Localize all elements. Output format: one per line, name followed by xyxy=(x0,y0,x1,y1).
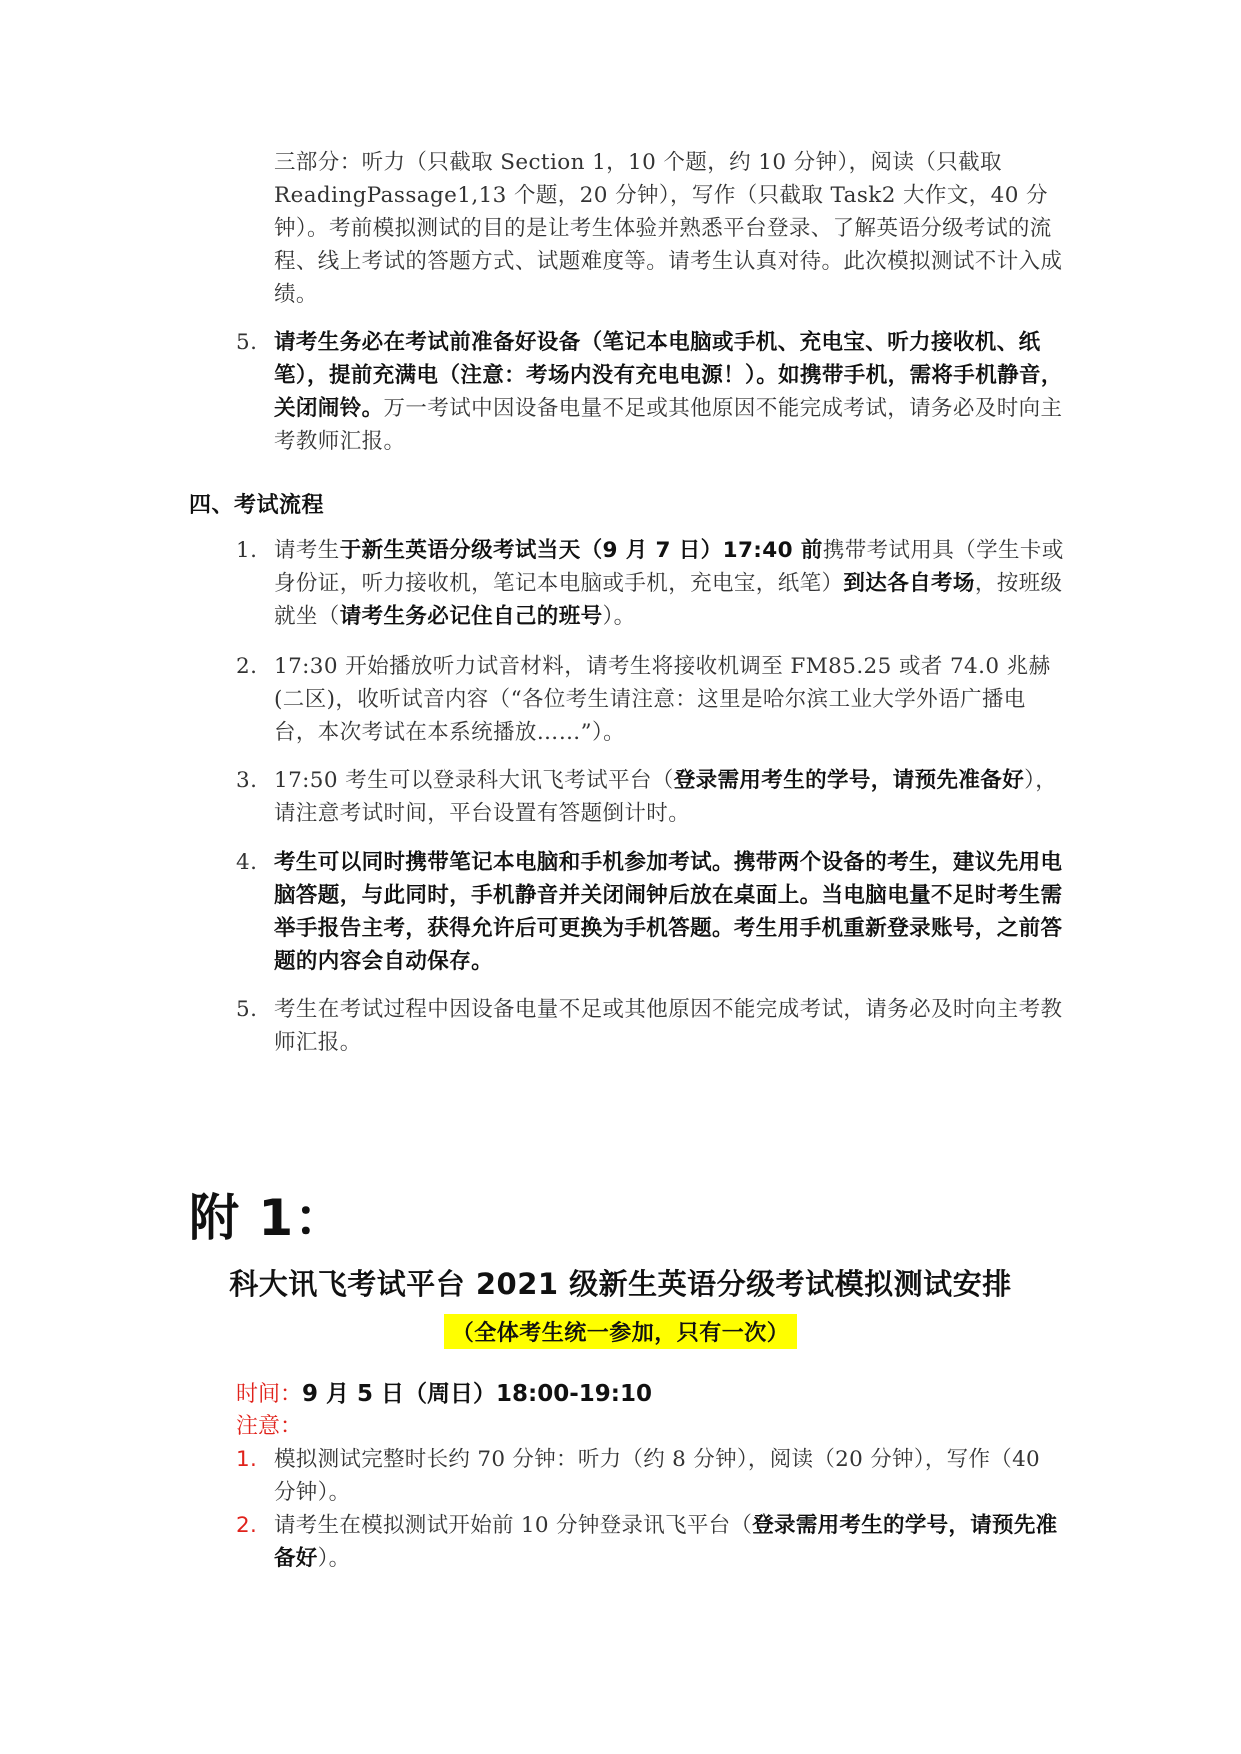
item-text: 模拟测试完整时长约 70 分钟：听力（约 8 分钟），阅读（20 分钟），写作（40 分钟）。 xyxy=(274,1447,1041,1505)
time-value: 9 月 5 日（周日）18:00-19:10 xyxy=(302,1381,653,1407)
normal-text: 携带考试用具（学生卡或身份证，听力接收机，笔记本电脑或手机，充电宝，纸笔） xyxy=(274,538,1064,596)
time-label: 时间： xyxy=(236,1382,303,1407)
list-item xyxy=(236,993,1064,1059)
appendix-title: 科大讯飞考试平台 2021 级新生英语分级考试模拟测试安排 xyxy=(229,1267,1012,1301)
list-number: 4. xyxy=(236,850,258,875)
bold-text: 请考生务必记住自己的班号 xyxy=(339,604,603,629)
bold-text: 于新生英语分级考试当天（9 月 7 日）17:40 前 xyxy=(339,538,823,563)
notice-item xyxy=(236,1509,1064,1575)
list-number: 1. xyxy=(236,538,258,563)
item-text: 17:30 开始播放听力试音材料，请考生将接收机调至 FM85.25 或者 74.0 兆赫(二区)，收听试音内容（“各位考生请注意：这里是哈尔滨工业大学外语广播电台，本次考试在本系统播放……”）。 xyxy=(274,654,1051,745)
list-item xyxy=(236,764,1064,830)
normal-text: ）。 xyxy=(317,1546,351,1571)
notice-item xyxy=(236,1443,1064,1509)
normal-text: 万一考试中因设备电量不足或其他原因不能完成考试，请务必及时向主考教师汇报。 xyxy=(274,396,1063,454)
notice-label: 注意： xyxy=(236,1414,303,1439)
normal-text: ，按班级就坐（ xyxy=(274,571,1063,629)
list-item xyxy=(236,534,1064,633)
normal-text: 17:50 考生可以登录科大讯飞考试平台（ xyxy=(274,768,674,793)
bold-text: 请考生务必在考试前准备好设备（笔记本电脑或手机、充电宝、听力接收机、纸笔），提前充满电（注意：考场内没有充电电源！）。如携带手机，需将手机静音，关闭闹铃。 xyxy=(274,330,1063,421)
bold-text: 登录需用考生的学号，请预先准备好 xyxy=(274,1513,1058,1571)
normal-text: ），请注意考试时间，平台设置有答题倒计时。 xyxy=(274,768,1058,826)
item-text-bold: 考生可以同时携带笔记本电脑和手机参加考试。携带两个设备的考生，建议先用电脑答题，与此同时，手机静音并关闭闹钟后放在桌面上。当电脑电量不足时考生需举手报告主考，获得允许后可更换为手机答题。考生用手机重新登录账号，之前答题的内容会自动保存。 xyxy=(274,850,1063,974)
highlight-note: （全体考生统一参加，只有一次） xyxy=(444,1314,798,1349)
bold-text: 登录需用考生的学号，请预先准备好 xyxy=(673,768,1025,793)
normal-text: 请考生 xyxy=(274,538,340,563)
list-number: 1. xyxy=(236,1447,258,1472)
time-line xyxy=(236,1378,652,1411)
list-item xyxy=(236,650,1064,749)
list-number: 2. xyxy=(236,1513,258,1538)
section-heading: 四、考试流程 xyxy=(189,493,325,518)
list-number: 5. xyxy=(236,330,258,355)
list-number: 5. xyxy=(236,997,258,1022)
list-number: 2. xyxy=(236,654,258,679)
list-item-5-prev xyxy=(236,326,1064,458)
list-item xyxy=(236,846,1064,978)
intro-paragraph: 三部分：听力（只截取 Section 1，10 个题，约 10 分钟），阅读（只截取 ReadingPassage1,13 个题，20 分钟），写作（只截取 Task2 大作文，40 分钟）。考前模拟测试的目的是让考生体验并熟悉平台登录、了解英语分级考试的流程、线上考试的答题方式、试题难度等。请考生认真对待。此次模拟测试不计入成绩。 xyxy=(274,150,1063,307)
highlight-note-wrap xyxy=(0,1314,1241,1349)
appendix-label: 附 1： xyxy=(189,1189,346,1247)
bold-text: 到达各自考场 xyxy=(843,571,975,596)
normal-text: 请考生在模拟测试开始前 10 分钟登录讯飞平台（ xyxy=(274,1513,753,1538)
item-text: 考生在考试过程中因设备电量不足或其他原因不能完成考试，请务必及时向主考教师汇报。 xyxy=(274,997,1063,1055)
normal-text: ）。 xyxy=(602,604,636,629)
list-number: 3. xyxy=(236,768,258,793)
